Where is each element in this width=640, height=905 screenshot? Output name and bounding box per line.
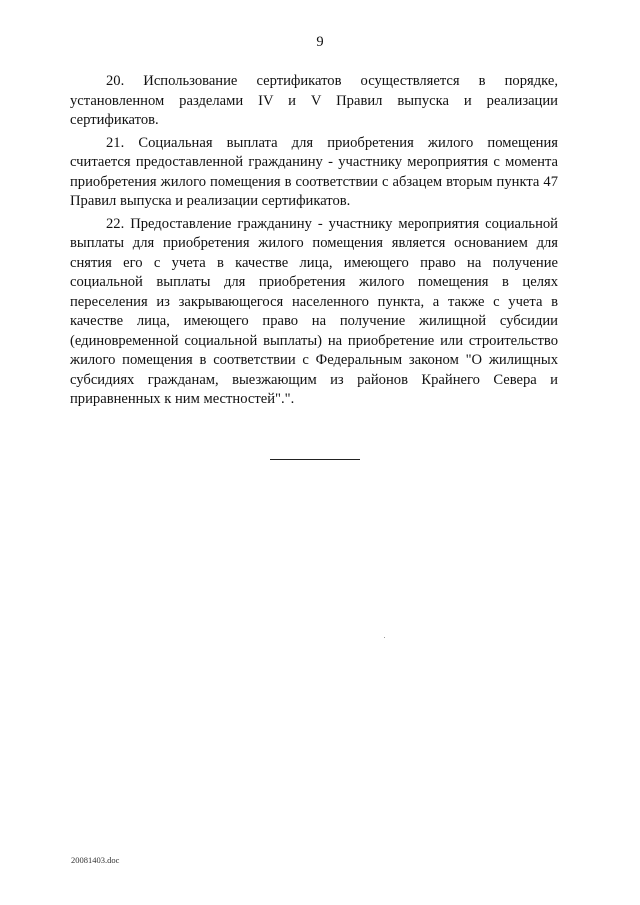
document-body — [70, 72, 558, 413]
paragraph-22: 22. Предоставление гражданину - участнику мероприятия социальной выплаты для приобретения жилого помещения является основанием для снятия его с учета в качестве лица, имеющего право на получение социальной выплаты для приобретения жилого помещения в целях переселения из закрывающегося населенного пункта, а также с учета в качестве лица, имеющего право на получение жилищной субсидии (единовременной социальной выплаты) на приобретение или строительство жилого помещения в соответствии с Федеральным законом "О жилищных субсидиях гражданам, выезжающим из районов Крайнего Севера и приравненных к ним местностей".". — [70, 215, 558, 407]
paragraph-21: 21. Социальная выплата для приобретения жилого помещения считается предоставленной гражданину - участнику мероприятия с момента приобретения жилого помещения в соответствии с абзацем вторым пункта 47 Правил выпуска и реализации сертификатов. — [70, 134, 558, 209]
end-of-text-rule — [270, 459, 360, 460]
paragraph-20: 20. Использование сертификатов осуществляется в порядке, установленном разделами IV и V Правил выпуска и реализации сертификатов. — [70, 73, 558, 128]
page-number: 9 — [316, 34, 324, 50]
scan-speck — [384, 637, 385, 638]
footer-file-code: 20081403.doc — [71, 855, 120, 865]
